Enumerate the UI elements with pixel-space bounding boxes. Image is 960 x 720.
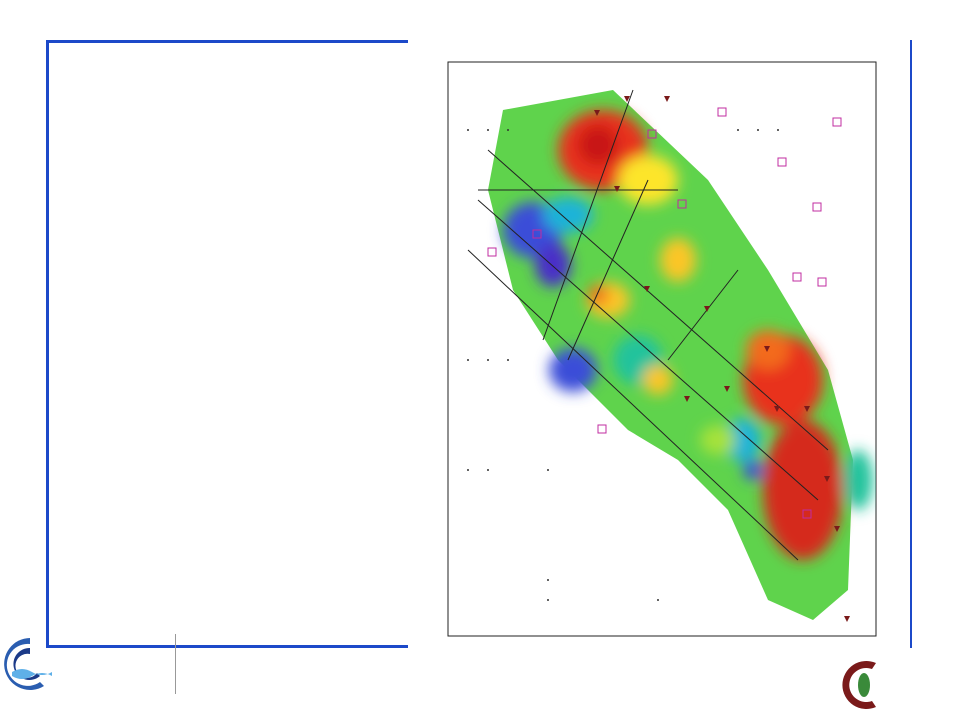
blob-mid-west [543, 197, 593, 233]
blob-low-south [549, 348, 597, 392]
cna-divider [175, 634, 176, 694]
blob-yellow-south [643, 365, 673, 395]
igsa-emblem-icon [842, 661, 876, 709]
igsa-logo [838, 655, 958, 715]
cna-logo [0, 632, 180, 704]
blob-peak-north [578, 125, 618, 165]
blob-low-west-2 [535, 243, 571, 287]
blob-orange-center [588, 285, 608, 305]
blob-yellow-east [660, 238, 696, 282]
blob-cyan-edge [843, 450, 873, 510]
blob-blue-southeast [743, 460, 763, 480]
blob-lightgreen [700, 425, 736, 455]
resistivity-map [408, 40, 910, 648]
cna-emblem-icon [4, 638, 52, 690]
